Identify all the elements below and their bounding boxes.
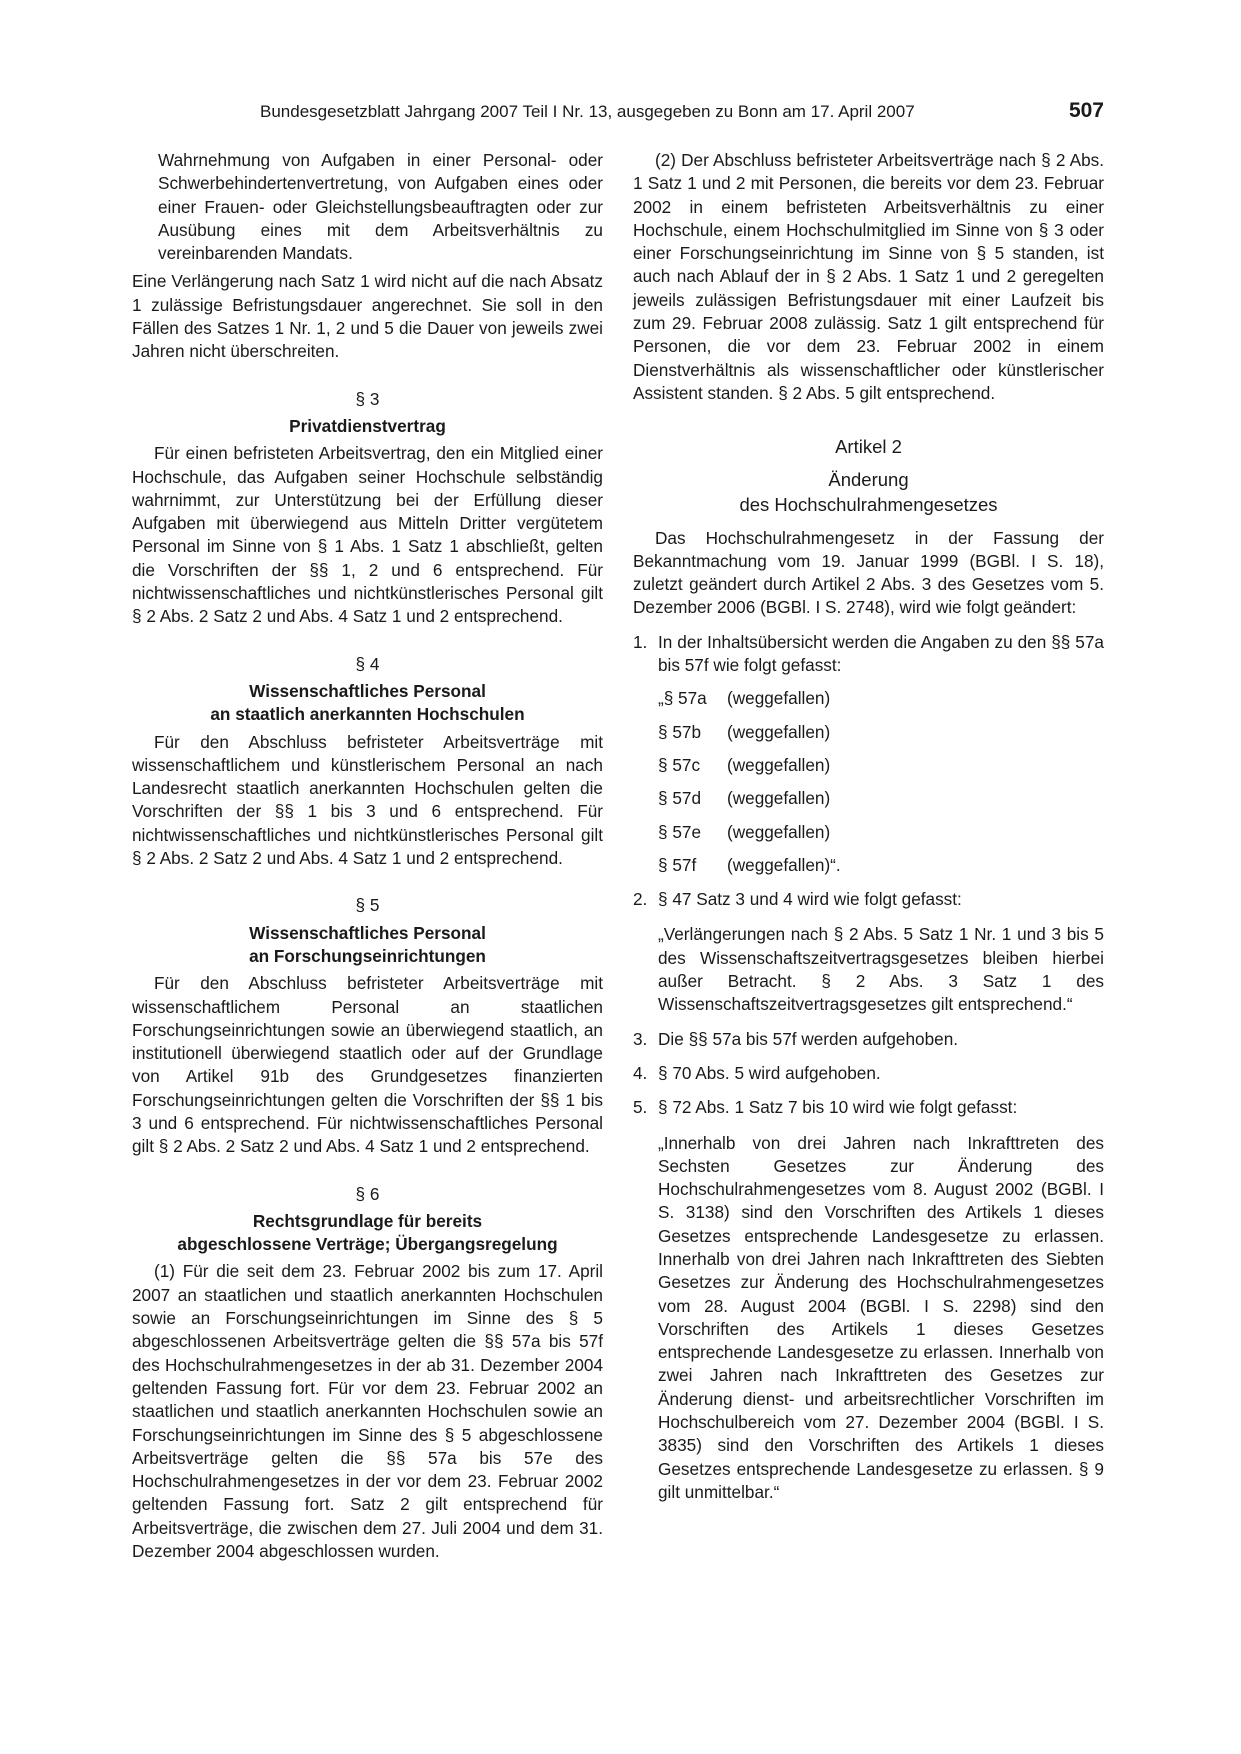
paragraph-number: „§ 57a xyxy=(658,688,707,709)
section-6-para-1: (1) Für die seit dem 23. Februar 2002 bis zum 17. April 2007 an staatlichen und staatlich anerkannten Hochschulen sowie an Forschungseinrichtungen im Sinne des § 5 abgeschlossenen Arbeitsverträge gelten die §§ 57a bis 57f des Hochschulrahmengesetzes in der ab 31. Dezember 2004 geltenden Fassung fort. Für vor dem 23. Februar 2002 an staatlichen und staatlich anerkannten Hochschulen sowie an Forschungseinrichtungen im Sinne des § 5 abgeschlossene Arbeitsverträge gelten die §§ 57a bis 57e des Hochschulrahmengesetzes in der vor dem 23. Februar 2002 geltenden Fassung fort. Satz 2 gilt entsprechend für Arbeitsverträge, die zwischen dem 27. Juli 2004 und dem 31. Dezember 2004 abgeschlossen wurden. xyxy=(132,1261,603,1562)
header-title: Bundesgesetzblatt Jahrgang 2007 Teil I Nr. 13, ausgegeben zu Bonn am 17. April 2007 xyxy=(260,102,915,121)
paragraph-entry xyxy=(633,787,1104,810)
paragraph-entry xyxy=(633,721,1104,744)
item-2-number: 2. xyxy=(633,889,648,910)
item-2-text: § 47 Satz 3 und 4 wird wie folgt gefasst: xyxy=(658,889,962,910)
item-1-number: 1. xyxy=(633,631,648,652)
paragraph-entry xyxy=(633,854,1104,877)
page-number: 507 xyxy=(1068,99,1104,122)
section-3-text: Für einen befristeten Arbeitsvertrag, den ein Mitglied einer Hochschule, das Aufgaben seiner Hochschule selbständig wahrnimmt, zur Unterstützung bei der Erfüllung dieser Aufgaben mit überwiegend aus Mitteln Dritter vergütetem Personal im Sinne von § 1 Abs. 1 Satz 1 abschließt, gelten die Vorschriften der §§ 1, 2 und 6 entsprechend. Für nichtwissenschaftliches und nichtkünstlerisches Personal gilt § 2 Abs. 2 Satz 2 und Abs. 4 Satz 1 und 2 entsprechend. xyxy=(132,443,603,627)
paragraph-status: (weggefallen)“. xyxy=(727,854,841,875)
paragraph-list xyxy=(633,687,1104,877)
section-6-title-line2: abgeschlossene Verträge; Übergangsregelung xyxy=(177,1234,558,1255)
amendment-item-5 xyxy=(633,1096,1104,1119)
paragraph-status: (weggefallen) xyxy=(727,788,831,809)
article-2-title-line1: Änderung xyxy=(828,468,909,490)
item-4-number: 4. xyxy=(633,1062,648,1083)
item-5-quote: „Innerhalb von drei Jahren nach Inkrafttreten des Sechsten Gesetzes zur Änderung des Hochschulrahmengesetzes vom 8. August 2002 (BGBl. I S. 3138) sind den Vorschriften des Artikels 1 dieses Gesetzes entsprechende Landesgesetze zu erlassen. Innerhalb von drei Jahren nach Inkrafttreten des Siebten Gesetzes zur Änderung des Hochschulrahmengesetzes vom 28. August 2004 (BGBl. I S. 2298) sind den Vorschriften des Artikels 1 dieses Gesetzes entsprechende Landesgesetze zu erlassen. Innerhalb von zwei Jahren nach Inkrafttreten des Gesetzes zur Änderung dienst- und arbeitsrechtlicher Vorschriften im Hochschulbereich vom 27. Dezember 2004 (BGBl. I S. 3835) sind den Vorschriften des Artikels 1 dieses Gesetzes entsprechende Landesgesetze zu erlassen. § 9 gilt unmittelbar.“ xyxy=(658,1132,1104,1502)
section-4-number: § 4 xyxy=(355,653,380,674)
item-1-text: In der Inhaltsübersicht werden die Angaben zu den §§ 57a bis 57f wie folgt gefasst: xyxy=(658,631,1104,676)
amendment-item-4 xyxy=(633,1062,1104,1085)
article-2-title xyxy=(633,467,1104,517)
amendment-item-3 xyxy=(633,1028,1104,1051)
paragraph-status: (weggefallen) xyxy=(727,754,831,775)
section-3-number: § 3 xyxy=(355,388,380,409)
section-4-title-line2: an staatlich anerkannten Hochschulen xyxy=(210,704,525,725)
section-5-title-line2: an Forschungseinrichtungen xyxy=(249,945,486,966)
item-4-text: § 70 Abs. 5 wird aufgehoben. xyxy=(658,1062,881,1083)
paragraph-number: § 57d xyxy=(658,788,702,809)
article-2-number: Artikel 2 xyxy=(835,436,902,458)
section-5-title-line1: Wissenschaftliches Personal xyxy=(249,922,486,943)
paragraph-number: § 57f xyxy=(658,854,697,875)
section-4-title xyxy=(132,680,603,727)
extension-paragraph: Eine Verlängerung nach Satz 1 wird nicht auf die nach Absatz 1 zulässige Befristungsdauer angerechnet. Sie soll in den Fällen des Satzes 1 Nr. 1, 2 und 5 die Dauer von jeweils zwei Jahren nicht überschreiten. xyxy=(132,271,603,362)
section-4-title-line1: Wissenschaftliches Personal xyxy=(249,680,486,701)
paragraph-entry xyxy=(633,687,1104,710)
paragraph-entry xyxy=(633,754,1104,777)
amendment-item-1 xyxy=(633,631,1104,678)
paragraph-status: (weggefallen) xyxy=(727,821,831,842)
article-2-title-line2: des Hochschulrahmengesetzes xyxy=(739,493,998,515)
section-6-para-2: (2) Der Abschluss befristeter Arbeitsverträge nach § 2 Abs. 1 Satz 1 und 2 mit Personen, die bereits vor dem 23. Februar 2002 in einem befristeten Arbeitsverhältnis zu einer Hochschule, einem Hochschulmitglied im Sinne von § 3 oder einer Forschungseinrichtung im Sinne von § 5 standen, ist auch nach Ablauf der in § 2 Abs. 1 Satz 1 und 2 geregelten jeweils zulässigen Befristungsdauer mit einer Laufzeit bis zum 29. Februar 2008 zulässig. Satz 1 gilt entsprechend für Personen, die vor dem 23. Februar 2002 in einem Dienstverhältnis als wissenschaftlicher oder künstlerischer Assistent standen. § 2 Abs. 5 gilt entsprechend. xyxy=(633,150,1104,403)
section-3-title: Privatdienstvertrag xyxy=(289,415,446,436)
paragraph-status: (weggefallen) xyxy=(727,721,831,742)
item-3-number: 3. xyxy=(633,1028,648,1049)
section-6-number: § 6 xyxy=(355,1183,380,1204)
paragraph-number: § 57e xyxy=(658,821,702,842)
item-2-quote: „Verlängerungen nach § 2 Abs. 5 Satz 1 Nr. 1 und 3 bis 5 des Wissenschaftszeitvertragsgesetzes bleiben hierbei außer Betracht. § 2 Abs. 3 Satz 1 des Wissenschaftszeitvertragsgesetzes gilt entsprechend.“ xyxy=(658,924,1104,1015)
article-2-intro: Das Hochschulrahmengesetz in der Fassung der Bekanntmachung vom 19. Januar 1999 (BGBl. I S. 18), zuletzt geändert durch Artikel 2 Abs. 3 des Gesetzes vom 5. Dezember 2006 (BGBl. I S. 2748), wird wie folgt geändert: xyxy=(633,527,1104,618)
paragraph-entry xyxy=(633,821,1104,844)
section-5-text: Für den Abschluss befristeter Arbeitsverträge mit wissenschaftlichem Personal an staatlichen Forschungseinrichtungen sowie an überwiegend staatlich, an institutionell überwiegend staatlich oder auf der Grundlage von Artikel 91b des Grundgesetzes finanzierten Forschungseinrichtungen gelten die Vorschriften der §§ 1 bis 3 und 6 entsprechend. Für nichtwissenschaftliches Personal gilt § 2 Abs. 2 Satz 2 und Abs. 4 Satz 1 und 2 entsprechend. xyxy=(132,973,603,1157)
section-6-title xyxy=(132,1210,603,1257)
paragraph-status: (weggefallen) xyxy=(727,688,831,709)
section-4-text: Für den Abschluss befristeter Arbeitsverträge mit wissenschaftlichem und künstlerischem Personal an nach Landesrecht staatlich anerkannten Hochschulen gelten die Vorschriften der §§ 1 bis 3 und 6 entsprechend. Für nichtwissenschaftliches und nichtkünstlerisches Personal gilt § 2 Abs. 2 Satz 2 und Abs. 4 Satz 1 und 2 entsprechend. xyxy=(132,731,603,869)
page-header xyxy=(132,100,1104,124)
item-5-text: § 72 Abs. 1 Satz 7 bis 10 wird wie folgt gefasst: xyxy=(658,1097,1018,1118)
item-3-text: Die §§ 57a bis 57f werden aufgehoben. xyxy=(658,1028,959,1049)
section-5-title xyxy=(132,922,603,969)
amendment-item-2 xyxy=(633,888,1104,911)
section-5-number: § 5 xyxy=(355,895,380,916)
continuation-text: Wahrnehmung von Aufgaben in einer Personal- oder Schwerbehindertenvertretung, von Aufgaben eines oder einer Frauen- oder Gleichstellungsbeauftragten oder zur Ausübung eines mit dem Arbeitsverhältnis zu vereinbarenden Mandats. xyxy=(158,150,603,264)
right-column xyxy=(633,149,1104,1504)
section-6-title-line1: Rechtsgrundlage für bereits xyxy=(252,1210,483,1231)
item-5-number: 5. xyxy=(633,1097,648,1118)
paragraph-number: § 57b xyxy=(658,721,702,742)
paragraph-number: § 57c xyxy=(658,754,701,775)
left-column xyxy=(132,149,603,1563)
